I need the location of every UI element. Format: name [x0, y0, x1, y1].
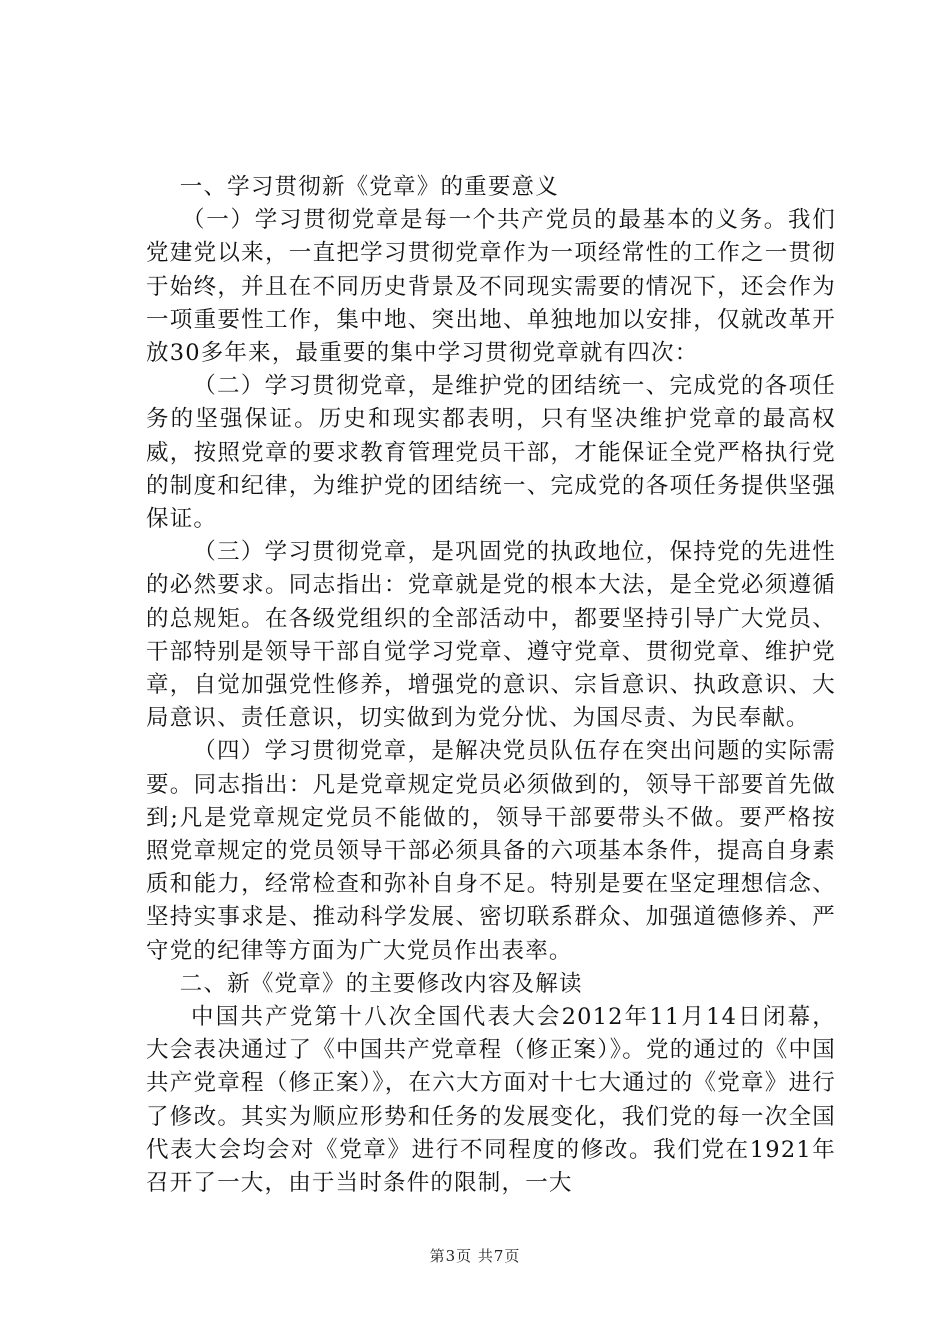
paragraph-2: （二）学习贯彻党章，是维护党的团结统一、完成党的各项任务的坚强保证。历史和现实都表明，只有坚决维护党章的最高权威，按照党章的要求教育管理党员干部，才能保证全党严格执行党的制度和纪律，为维护党的团结统一、完成党的各项任务提供坚强保证。 [146, 373, 836, 533]
section-heading-2: 二、新《党章》的主要修改内容及解读 [179, 970, 583, 997]
page-footer [0, 1245, 950, 1266]
paragraph-4: （四）学习贯彻党章，是解决党员队伍存在突出问题的实际需要。同志指出：凡是党章规定党员必须做到的，领导干部要首先做到;凡是党章规定党员不能做的，领导干部要带头不做。要严格按照党章规定的党员领导干部必须具备的六项基本条件，提高自身素质和能力，经常检查和弥补自身不足。特别是要在坚定理想信念、坚持实事求是、推动科学发展、密切联系群众、加强道德修养、严守党的纪律等方面为广大党员作出表率。 [146, 738, 836, 964]
section-heading-1: 一、学习贯彻新《党章》的重要意义 [179, 174, 559, 200]
paragraph-5: 中国共产党第十八次全国代表大会2012年11月14日闭幕，大会表决通过了《中国共产党章程（修正案）》。党的通过的《中国共产党章程（修正案）》，在六大方面对十七大通过的《党章》进行了修改。其实为顺应形势和任务的发展变化，我们党的每一次全国代表大会均会对《党章》进行不同程度的修改。我们党在1921年召开了一大，由于当时条件的限制，一大 [146, 1004, 836, 1197]
paragraph-3: （三）学习贯彻党章，是巩固党的执政地位，保持党的先进性的必然要求。同志指出：党章就是党的根本大法，是全党必须遵循的总规矩。在各级党组织的全部活动中，都要坚持引导广大党员、干部特别是领导干部自觉学习党章、遵守党章、贯彻党章、维护党章，自觉加强党性修养，增强党的意识、宗旨意识、执政意识、大局意识、责任意识，切实做到为党分忧、为国尽责、为民奉献。 [146, 539, 836, 732]
page-number-label: 第3页 共7页 [429, 1247, 521, 1265]
paragraph-1: （一）学习贯彻党章是每一个共产党员的最基本的义务。我们党建党以来，一直把学习贯彻党章作为一项经常性的工作之一贯彻于始终，并且在不同历史背景及不同现实需要的情况下，还会作为一项重要性工作，集中地、突出地、单独地加以安排，仅就改革开放30多年来，最重要的集中学习贯彻党章就有四次： [146, 207, 836, 367]
document-body [146, 171, 836, 1200]
